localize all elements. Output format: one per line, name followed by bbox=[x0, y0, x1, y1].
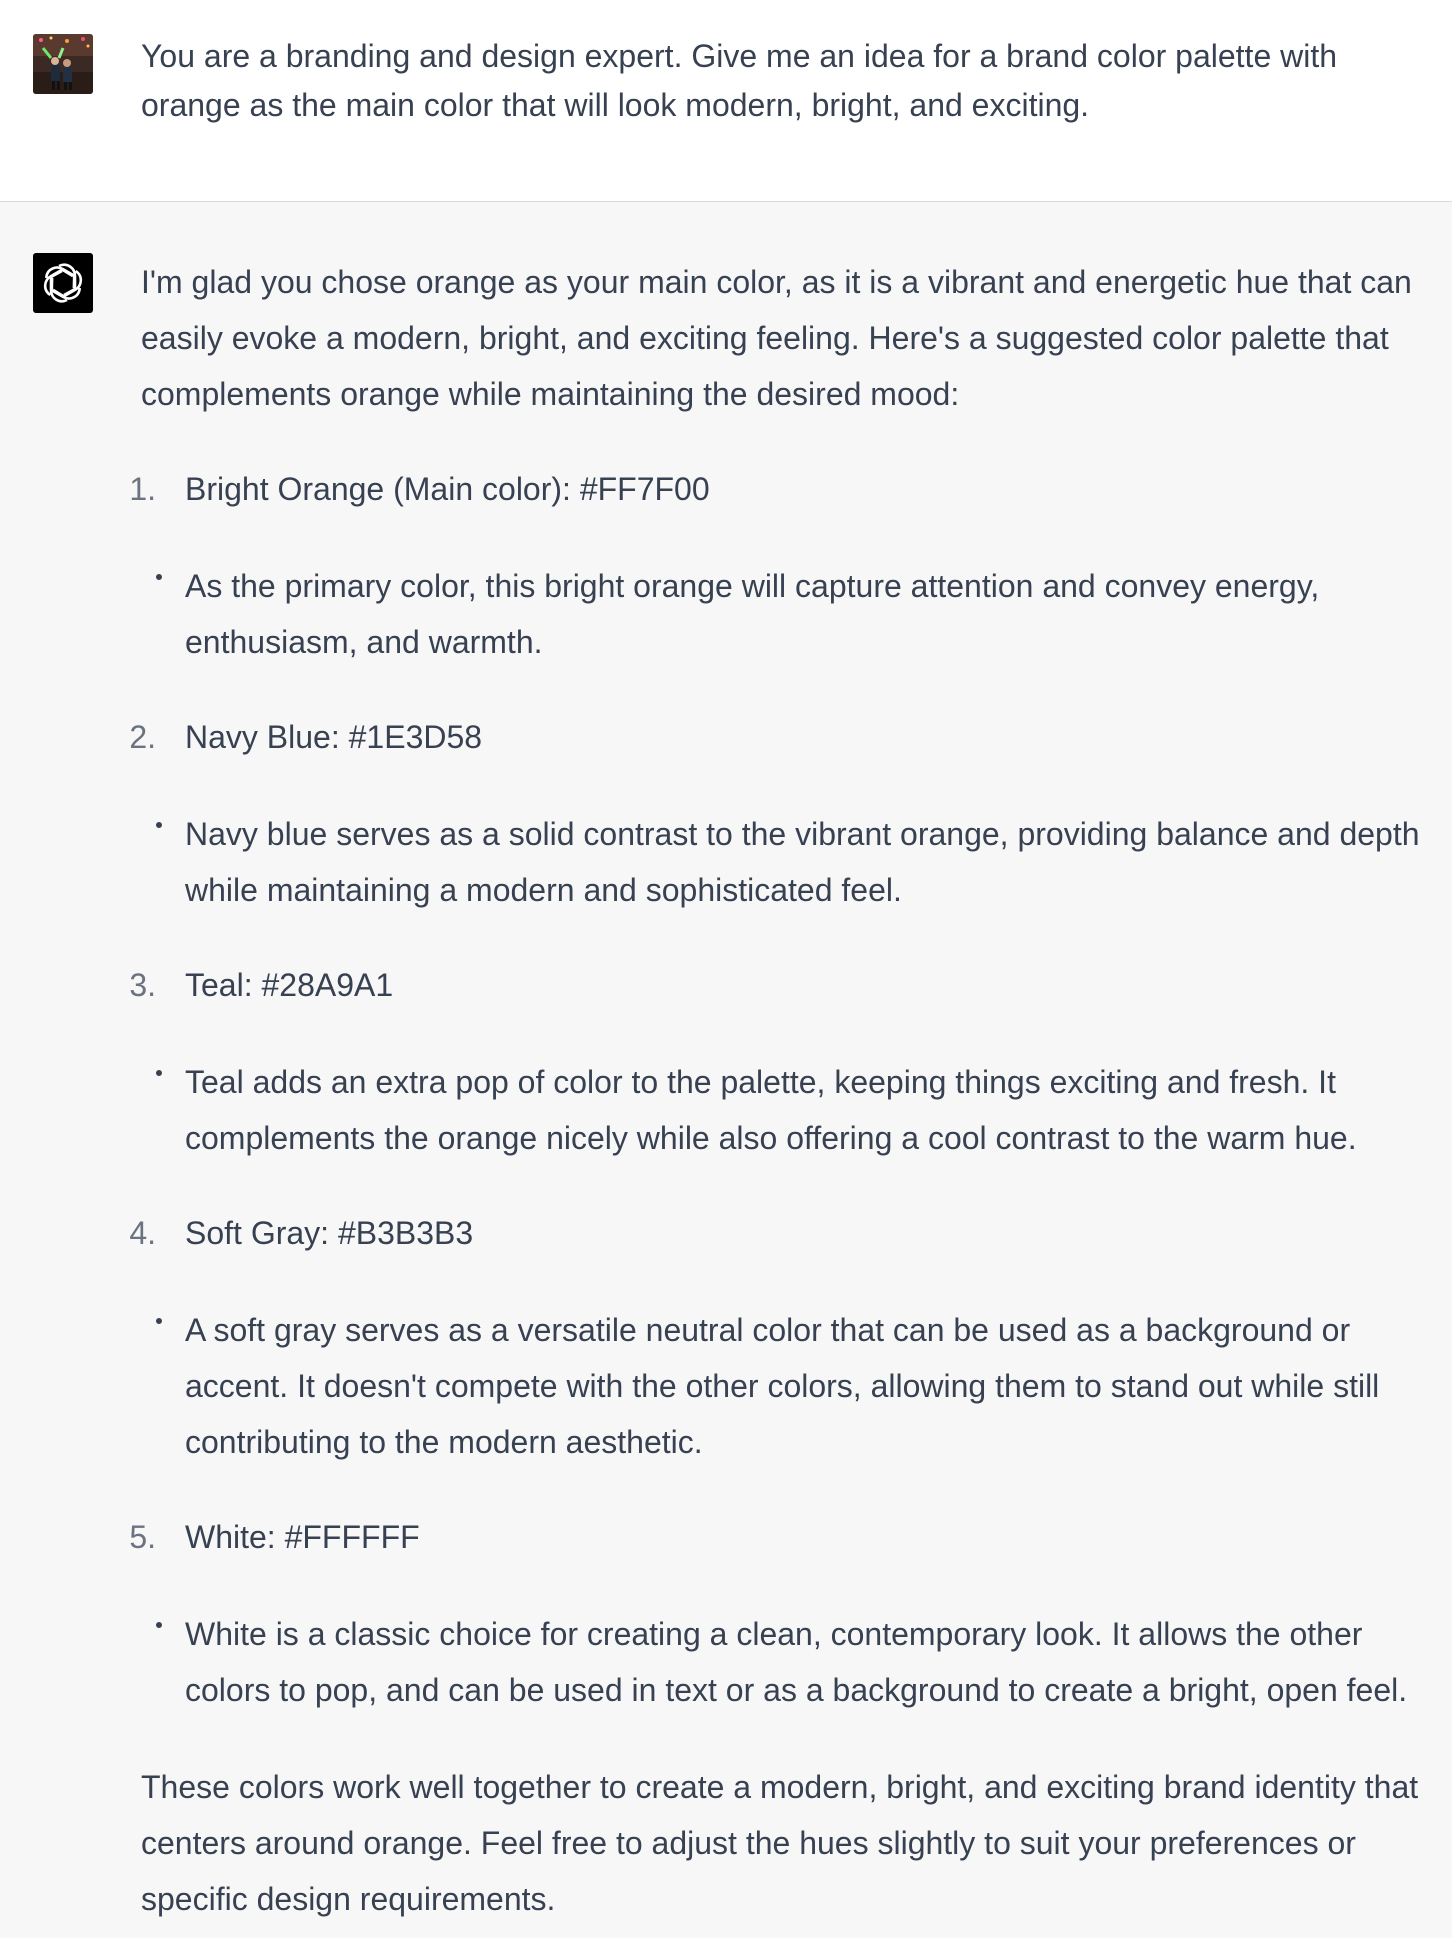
user-photo-icon bbox=[33, 34, 93, 94]
bullet-dot-icon bbox=[156, 574, 162, 580]
list-item-title: Bright Orange (Main color): #FF7F00 bbox=[185, 471, 710, 507]
list-item-title: Soft Gray: #B3B3B3 bbox=[185, 1215, 474, 1251]
openai-logo-icon bbox=[33, 253, 93, 313]
list-item-title: Navy Blue: #1E3D58 bbox=[185, 719, 483, 755]
bullet-dot-icon bbox=[156, 822, 162, 828]
assistant-intro: I'm glad you chose orange as your main color, as it is a vibrant and energetic hue that can easily evoke a modern, bright, and exciting feeling. Here's a suggested color palette that complements orange while maintaining the desired mood: bbox=[141, 264, 1412, 412]
user-message-turn bbox=[0, 0, 1452, 202]
user-message-text: You are a branding and design expert. Give me an idea for a brand color palette with orange as the main color that will look modern, bright, and exciting. bbox=[141, 38, 1338, 123]
assistant-avatar bbox=[33, 253, 93, 313]
list-item-title: White: #FFFFFF bbox=[185, 1519, 420, 1555]
list-item-description: As the primary color, this bright orange will capture attention and convey energy, enthusiasm, and warmth. bbox=[185, 568, 1320, 660]
list-item-number: 2. bbox=[129, 719, 156, 755]
list-item-number: 5. bbox=[129, 1519, 156, 1555]
user-avatar bbox=[33, 34, 93, 94]
list-item-description: A soft gray serves as a versatile neutral color that can be used as a background or accent. It doesn't compete with the other colors, allowing them to stand out while still contributing to the modern aesthetic. bbox=[185, 1312, 1380, 1460]
bullet-dot-icon bbox=[156, 1070, 162, 1076]
bullet-dot-icon bbox=[156, 1318, 162, 1324]
list-item-title: Teal: #28A9A1 bbox=[185, 967, 394, 1003]
list-item-number: 3. bbox=[129, 967, 156, 1003]
assistant-message-turn bbox=[0, 203, 1452, 1938]
list-item-description: Teal adds an extra pop of color to the palette, keeping things exciting and fresh. It complements the orange nicely while also offering a cool contrast to the warm hue. bbox=[185, 1064, 1357, 1156]
list-item-description: White is a classic choice for creating a clean, contemporary look. It allows the other colors to pop, and can be used in text or as a background to create a bright, open feel. bbox=[185, 1616, 1408, 1708]
list-item-number: 4. bbox=[129, 1215, 156, 1251]
bullet-dot-icon bbox=[156, 1622, 162, 1628]
list-item-number: 1. bbox=[129, 471, 156, 507]
assistant-outro: These colors work well together to create a modern, bright, and exciting brand identity that centers around orange. Feel free to adjust the hues slightly to suit your preferences or specific design requirements. bbox=[141, 1769, 1419, 1917]
list-item-description: Navy blue serves as a solid contrast to the vibrant orange, providing balance and depth while maintaining a modern and sophisticated feel. bbox=[185, 816, 1420, 908]
